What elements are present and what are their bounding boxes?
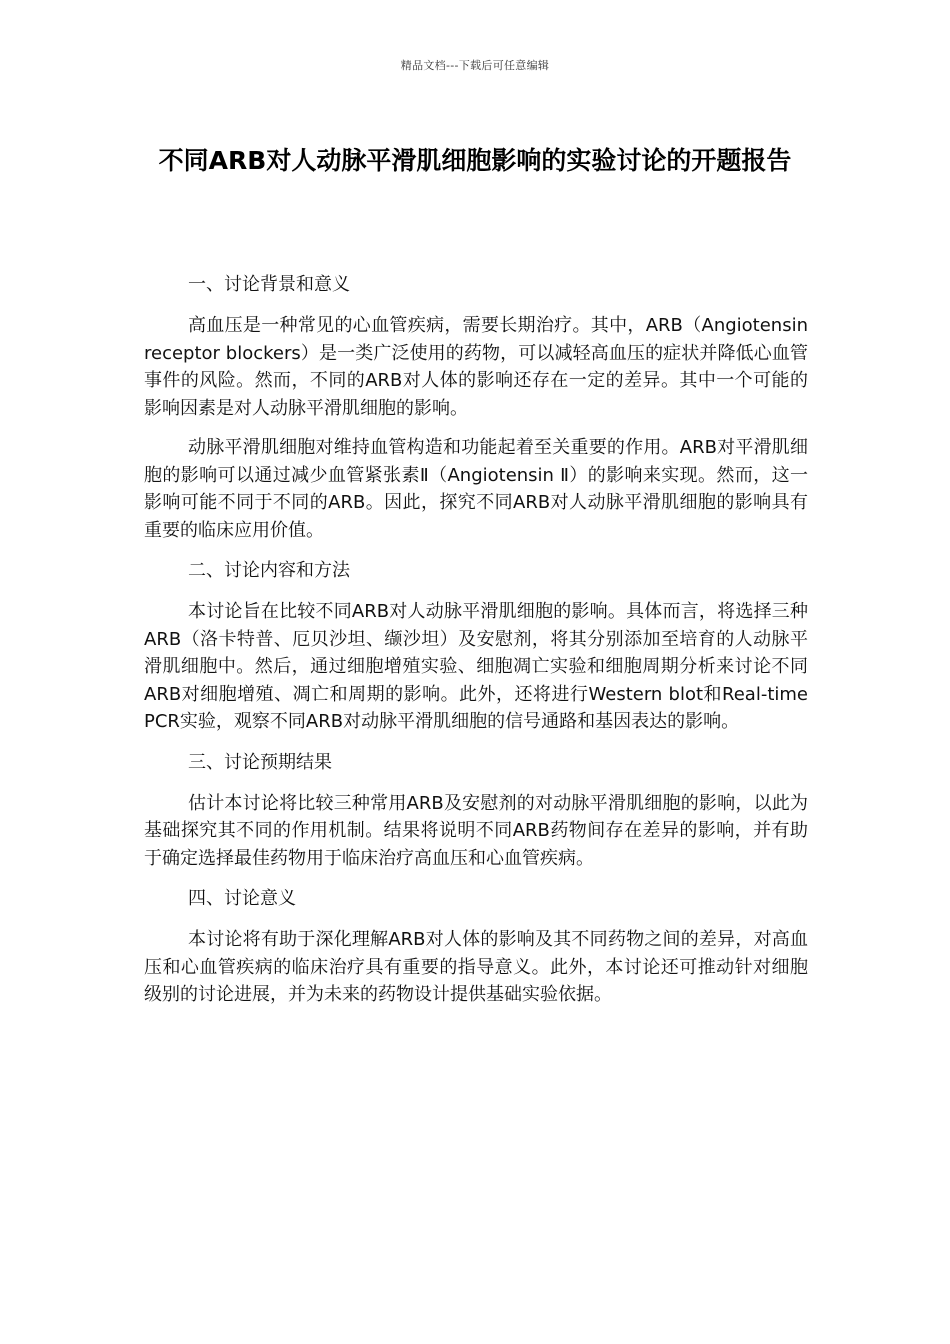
section-heading: 二、讨论内容和方法: [188, 560, 350, 581]
document-title: 不同ARB对人动脉平滑肌细胞影响的实验讨论的开题报告: [158, 146, 792, 175]
paragraph: 本讨论旨在比较不同ARB对人动脉平滑肌细胞的影响。具体而言，将选择三种ARB（洛卡特普、厄贝沙坦、缬沙坦）及安慰剂，将其分别添加至培育的人动脉平滑肌细胞中。然后，通过细胞增殖实验、细胞凋亡实验和细胞周期分析来讨论不同ARB对细胞增殖、凋亡和周期的影响。此外，还将进行Western blot和Real-time PCR实验，观察不同ARB对动脉平滑肌细胞的信号通路和基因表达的影响。: [144, 601, 808, 732]
paragraph: 本讨论将有助于深化理解ARB对人体的影响及其不同药物之间的差异，对高血压和心血管疾病的临床治疗具有重要的指导意义。此外，本讨论还可推动针对细胞级别的讨论进展，并为未来的药物设计提供基础实验依据。: [144, 929, 808, 1005]
section-significance: [144, 884, 808, 1009]
section-heading: 四、讨论意义: [188, 888, 296, 909]
section-expected-results: [144, 748, 808, 873]
section-heading: 三、讨论预期结果: [188, 751, 332, 773]
page-header-note: 精品文档---下载后可任意编辑: [400, 59, 550, 72]
paragraph: 动脉平滑肌细胞对维持血管构造和功能起着至关重要的作用。ARB对平滑肌细胞的影响可以通过减少血管紧张素Ⅱ（Angiotensin Ⅱ）的影响来实现。然而，这一影响可能不同于不同的ARB。因此，探究不同ARB对人动脉平滑肌细胞的影响具有重要的临床应用价值。: [144, 437, 808, 541]
section-content-methods: [144, 556, 808, 736]
paragraph: 高血压是一种常见的心血管疾病，需要长期治疗。其中，ARB（Angiotensin receptor blockers）是一类广泛使用的药物，可以减轻高血压的症状并降低心血管事件的风险。然而，不同的ARB对人体的影响还存在一定的差异。其中一个可能的影响因素是对人动脉平滑肌细胞的影响。: [144, 315, 808, 419]
section-background: [144, 270, 808, 544]
document-body: [144, 270, 808, 1021]
paragraph: 估计本讨论将比较三种常用ARB及安慰剂的对动脉平滑肌细胞的影响，以此为基础探究其不同的作用机制。结果将说明不同ARB药物间存在差异的影响，并有助于确定选择最佳药物用于临床治疗高血压和心血管疾病。: [144, 792, 808, 869]
section-heading: 一、讨论背景和意义: [188, 274, 350, 295]
